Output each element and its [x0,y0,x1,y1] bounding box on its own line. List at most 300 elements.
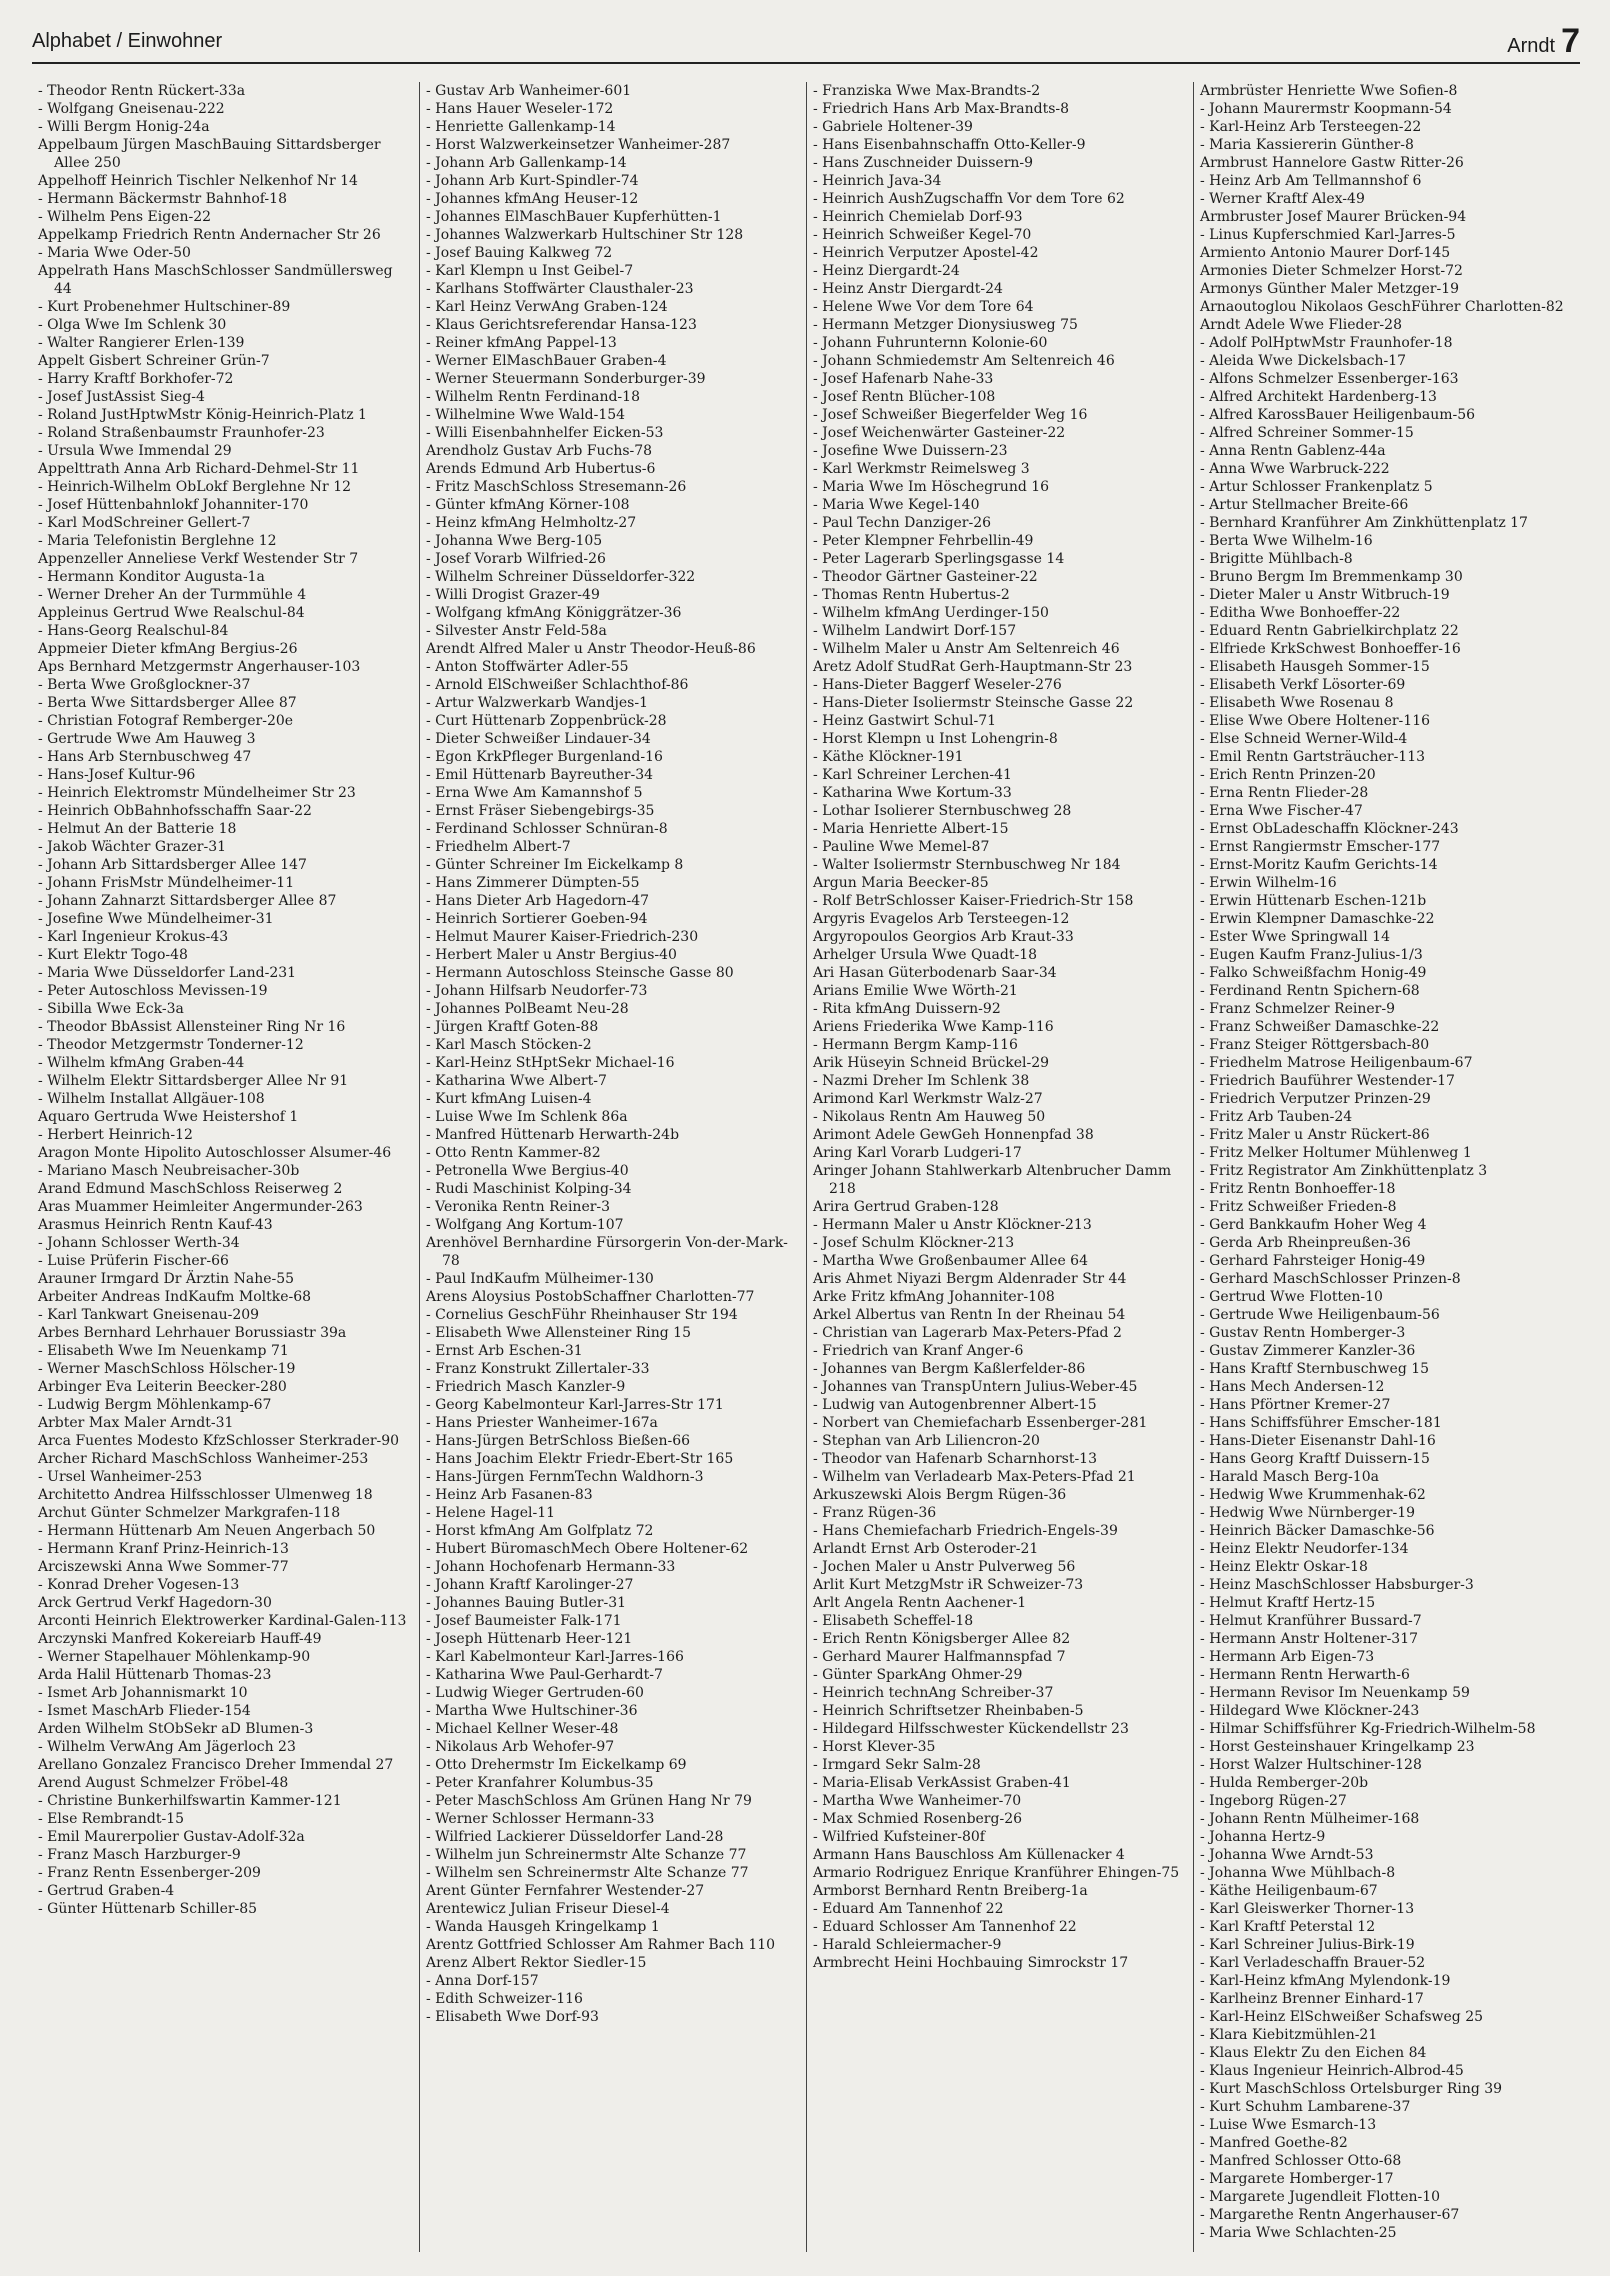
directory-entry: - Josef Hafenarb Nahe-33 [813,371,994,387]
directory-entry: - Heinrich Schweißer Kegel-70 [813,227,1032,243]
directory-entry: - Wilhelm jun Schreinermstr Alte Schanze 77 [426,1847,747,1863]
directory-entry: - Peter Kranfahrer Kolumbus-35 [426,1775,654,1791]
directory-entry: Arand Edmund MaschSchloss Reiserweg 2 [38,1181,343,1197]
directory-entry: - Käthe Heiligenbaum-67 [1200,1883,1378,1899]
directory-entry: - Fritz Registrator Am Zinkhüttenplatz 3 [1200,1163,1488,1179]
page-header [32,22,1580,66]
directory-entry: Appelkamp Friedrich Rentn Andernacher Str 26 [38,227,381,243]
directory-entry: Arkel Albertus van Rentn In der Rheinau 54 [813,1307,1126,1323]
directory-entry: Arlit Kurt MetzgMstr iR Schweizer-73 [813,1577,1084,1593]
directory-entry: - Gerd Bankkaufm Hoher Weg 4 [1200,1217,1427,1233]
directory-entry: - Johannes van Bergm Kaßlerfelder-86 [813,1361,1086,1377]
directory-entry: - Hans Joachim Elektr Friedr-Ebert-Str 165 [426,1451,734,1467]
directory-entry: - Hermann Bergm Kamp-116 [813,1037,1018,1053]
directory-entry: - Johanna Wwe Mühlbach-8 [1200,1865,1396,1881]
directory-entry: - Falko Schweißfachm Honig-49 [1200,965,1427,981]
directory-entry: - Christine Bunkerhilfswartin Kammer-121 [38,1793,342,1809]
directory-entry: Aring Karl Vorarb Ludgeri-17 [813,1145,1022,1161]
directory-entry: - Ernst Arb Eschen-31 [426,1343,583,1359]
directory-entry: - Hermann Bäckermstr Bahnhof-18 [38,191,287,207]
directory-entry: - Hans Schiffsführer Emscher-181 [1200,1415,1442,1431]
directory-entry: Armbruster Josef Maurer Brücken-94 [1200,209,1467,225]
directory-entry: - Horst Klever-35 [813,1739,936,1755]
directory-entry: - Ludwig Bergm Möhlenkamp-67 [38,1397,272,1413]
directory-entry: - Jochen Maler u Anstr Pulverweg 56 [813,1559,1076,1575]
directory-entry: Aras Muammer Heimleiter Angermunder-263 [38,1199,363,1215]
directory-entry: - Edith Schweizer-116 [426,1991,583,2007]
directory-entry: - Berta Wwe Sittardsberger Allee 87 [38,695,297,711]
directory-entry: - Christian Fotograf Remberger-20e [38,713,294,729]
directory-entry: - Heinz Arb Am Tellmannshof 6 [1200,173,1422,189]
directory-entry: - Hans Dieter Arb Hagedorn-47 [426,893,650,909]
directory-entry: - Wilhelm Rentn Ferdinand-18 [426,389,640,405]
directory-entry: - Irmgard Sekr Salm-28 [813,1757,981,1773]
directory-entry: - Hermann Konditor Augusta-1a [38,569,265,585]
directory-entry: - Johannes PolBeamt Neu-28 [426,1001,629,1017]
directory-entry: - Kurt kfmAng Luisen-4 [426,1091,592,1107]
directory-entry: - Heinrich AushZugschaffn Vor dem Tore 62 [813,191,1125,207]
directory-entry: - Franz Rentn Essenberger-209 [38,1865,261,1881]
directory-entry: Arke Fritz kfmAng Johanniter-108 [813,1289,1055,1305]
directory-entry: - Heinz Anstr Diergardt-24 [813,281,1003,297]
directory-entry: - Maria-Elisab VerkAssist Graben-41 [813,1775,1071,1791]
directory-entry: - Helmut Kraftf Hertz-15 [1200,1595,1376,1611]
directory-entry: - Wilhelm van Verladearb Max-Peters-Pfad 21 [813,1469,1136,1485]
directory-entry: Arends Edmund Arb Hubertus-6 [426,461,656,477]
directory-entry: - Katharina Wwe Paul-Gerhardt-7 [426,1667,663,1683]
directory-entry: - Eduard Rentn Gabrielkirchplatz 22 [1200,623,1459,639]
directory-entry: Aretz Adolf StudRat Gerh-Hauptmann-Str 23 [813,659,1133,675]
directory-entry: - Margarete Homberger-17 [1200,2171,1394,2187]
directory-entry: - Gertrud Graben-4 [38,1883,175,1899]
directory-entry: - Luise Wwe Esmarch-13 [1200,2117,1377,2133]
directory-entry: Archer Richard MaschSchloss Wanheimer-253 [38,1451,369,1467]
directory-entry: - Petronella Wwe Bergius-40 [426,1163,629,1179]
directory-entry: - Wolfgang kfmAng Königgrätzer-36 [426,605,682,621]
directory-entry: - Wilhelm Maler u Anstr Am Seltenreich 46 [813,641,1120,657]
directory-entry: - Berta Wwe Großglockner-37 [38,677,251,693]
directory-entry: - Hilmar Schiffsführer Kg-Friedrich-Wilhelm-58 [1200,1721,1536,1737]
directory-entry: - Karlhans Stoffwärter Clausthaler-23 [426,281,694,297]
directory-entry: - Kurt Schuhm Lambarene-37 [1200,2099,1411,2115]
directory-entry: - Ismet Arb Johannismarkt 10 [38,1685,248,1701]
directory-entry: - Ernst Rangiermstr Emscher-177 [1200,839,1441,855]
directory-entry: - Klaus Gerichtsreferendar Hansa-123 [426,317,697,333]
directory-entry: - Harry Kraftf Borkhofer-72 [38,371,234,387]
directory-entry: - Hans-Dieter Eisenanstr Dahl-16 [1200,1433,1436,1449]
directory-entry: - Wilhelmine Wwe Wald-154 [426,407,626,423]
directory-entry: - Bruno Bergm Im Bremmenkamp 30 [1200,569,1463,585]
directory-entry: - Erwin Klempner Damaschke-22 [1200,911,1435,927]
directory-entry: - Rudi Maschinist Kolping-34 [426,1181,632,1197]
directory-entry: - Elisabeth Wwe Dorf-93 [426,2009,599,2025]
directory-entry: - Margarethe Rentn Angerhauser-67 [1200,2207,1460,2223]
directory-entry: - Günter kfmAng Körner-108 [426,497,630,513]
directory-entry: Appleinus Gertrud Wwe Realschul-84 [38,605,305,621]
directory-entry: - Hans-Georg Realschul-84 [38,623,229,639]
directory-entry: - Heinrich Verputzer Apostel-42 [813,245,1039,261]
directory-entry: - Wilhelm Pens Eigen-22 [38,209,212,225]
directory-entry: - Else Schneid Werner-Wild-4 [1200,731,1408,747]
directory-entry: Arimont Adele GewGeh Honnenpfad 38 [813,1127,1094,1143]
directory-entry: Arentz Gottfried Schlosser Am Rahmer Bach 110 [426,1937,776,1953]
directory-entry: - Walter Isoliermstr Sternbuschweg Nr 184 [813,857,1121,873]
directory-entry: - Heinz Arb Fasanen-83 [426,1487,593,1503]
directory-entry: - Heinz Elektr Oskar-18 [1200,1559,1368,1575]
directory-entry: - Karl Klempn u Inst Geibel-7 [426,263,634,279]
directory-entry: - Wolfgang Gneisenau-222 [38,101,225,117]
directory-entry: - Karlheinz Brenner Einhard-17 [1200,1991,1424,2007]
directory-entry: - Käthe Klöckner-191 [813,749,964,765]
directory-entry: - Hans Priester Wanheimer-167a [426,1415,658,1431]
directory-entry: - Karl Werkmstr Reimelsweg 3 [813,461,1030,477]
directory-entry: Arca Fuentes Modesto KfzSchlosser Sterkrader-90 [38,1433,400,1449]
directory-entry: - Fritz Rentn Bonhoeffer-18 [1200,1181,1396,1197]
directory-entry: - Gerhard Maurer Halfmannspfad 7 [813,1649,1066,1665]
directory-entry: - Emil Maurerpolier Gustav-Adolf-32a [38,1829,305,1845]
directory-entry: - Fritz Melker Holtumer Mühlenweg 1 [1200,1145,1472,1161]
directory-entry: - Jürgen Kraftf Goten-88 [426,1019,599,1035]
directory-entry: - Karl Masch Stöcken-2 [426,1037,592,1053]
directory-entry: - Veronika Rentn Reiner-3 [426,1199,611,1215]
directory-entry: - Werner Kraftf Alex-49 [1200,191,1365,207]
directory-entry: Argun Maria Beecker-85 [813,875,989,891]
directory-entry: - Heinrich-Wilhelm ObLokf Berglehne Nr 12 [38,479,352,495]
directory-entry: - Karl Kraftf Peterstal 12 [1200,1919,1376,1935]
directory-entry: - Johann Arb Sittardsberger Allee 147 [38,857,307,873]
directory-entry: Armiento Antonio Maurer Dorf-145 [1200,245,1451,261]
directory-entry: - Eduard Schlosser Am Tannenhof 22 [813,1919,1077,1935]
directory-entry: - Franz Schmelzer Reiner-9 [1200,1001,1396,1017]
directory-entry: - Hermann Maler u Anstr Klöckner-213 [813,1217,1092,1233]
directory-entry: - Johann Fuhrunternn Kolonie-60 [813,335,1048,351]
directory-entry: Arczynski Manfred Kokereiarb Hauff-49 [38,1631,322,1647]
directory-entry: - Fritz MaschSchloss Stresemann-26 [426,479,687,495]
directory-entry: - Else Rembrandt-15 [38,1811,185,1827]
directory-entry: - Martha Wwe Wanheimer-70 [813,1793,1022,1809]
column-3 [806,82,1193,2252]
directory-entry: - Theodor BbAssist Allensteiner Ring Nr 16 [38,1019,346,1035]
directory-entry: Ariens Friederika Wwe Kamp-116 [813,1019,1054,1035]
directory-entry: - Günter Schreiner Im Eickelkamp 8 [426,857,684,873]
directory-entry: Appelt Gisbert Schreiner Grün-7 [38,353,270,369]
directory-entry: Arik Hüseyin Schneid Brückel-29 [813,1055,1050,1071]
directory-entry: - Elisabeth Verkf Lösorter-69 [1200,677,1406,693]
running-head [1507,22,1580,61]
directory-entry: Arhelger Ursula Wwe Quadt-18 [813,947,1038,963]
directory-entry: - Johannes Walzwerkarb Hultschiner Str 128 [426,227,744,243]
directory-entry: - Johann Hochofenarb Hermann-33 [426,1559,676,1575]
directory-entry: - Günter SparkAng Ohmer-29 [813,1667,1023,1683]
directory-entry: - Horst kfmAng Am Golfplatz 72 [426,1523,654,1539]
directory-entry: - Horst Walzwerkeinsetzer Wanheimer-287 [426,137,731,153]
directory-entry: - Johannes kfmAng Heuser-12 [426,191,639,207]
directory-entry: Arck Gertrud Verkf Hagedorn-30 [38,1595,272,1611]
directory-entry: - Joseph Hüttenarb Heer-121 [426,1631,633,1647]
directory-entry: - Helene Hagel-11 [426,1505,556,1521]
directory-entry: - Wilhelm Schreiner Düsseldorfer-322 [426,569,696,585]
directory-entry: - Anna Dorf-157 [426,1973,539,1989]
directory-entry: - Konrad Dreher Vogesen-13 [38,1577,240,1593]
directory-entry: - Bernhard Kranführer Am Zinkhüttenplatz 17 [1200,515,1528,531]
directory-entry: - Herbert Heinrich-12 [38,1127,193,1143]
directory-entry: - Maria Kassiererin Günther-8 [1200,137,1414,153]
directory-entry: - Karl Heinz VerwAng Graben-124 [426,299,668,315]
directory-entry: - Christian van Lagerarb Max-Peters-Pfad 2 [813,1325,1122,1341]
directory-entry: - Gerda Arb Rheinpreußen-36 [1200,1235,1411,1251]
directory-entry: - Harald Schleiermacher-9 [813,1937,1002,1953]
directory-entry: - Egon KrkPfleger Burgenland-16 [426,749,663,765]
directory-entry: Arens Aloysius PostobSchaffner Charlotten-77 [426,1289,755,1305]
directory-entry: - Gertrude Wwe Heiligenbaum-56 [1200,1307,1440,1323]
directory-entry: - Franz Steiger Röttgersbach-80 [1200,1037,1430,1053]
directory-entry: - Heinrich Java-34 [813,173,942,189]
directory-entry: - Erwin Wilhelm-16 [1200,875,1337,891]
directory-entry: - Gerhard MaschSchlosser Prinzen-8 [1200,1271,1461,1287]
directory-entry: - Kurt Elektr Togo-48 [38,947,188,963]
directory-entry: - Johanna Wwe Arndt-53 [1200,1847,1374,1863]
directory-entry: - Helmut An der Batterie 18 [38,821,237,837]
directory-entry: Appelbaum Jürgen MaschBauing Sittardsberger Allee 250 [38,137,381,171]
directory-entry: - Dieter Maler u Anstr Witbruch-19 [1200,587,1450,603]
directory-entry: - Editha Wwe Bonhoeffer-22 [1200,605,1401,621]
directory-entry: - Ursula Wwe Immendal 29 [38,443,232,459]
directory-entry: - Manfred Goethe-82 [1200,2135,1348,2151]
directory-entry: Arellano Gonzalez Francisco Dreher Immendal 27 [38,1757,394,1773]
directory-entry: - Hildegard Hilfsschwester Kückendellstr 23 [813,1721,1129,1737]
directory-entry: - Wilfried Lackierer Düsseldorfer Land-28 [426,1829,724,1845]
directory-entry: Arend August Schmelzer Fröbel-48 [38,1775,289,1791]
directory-entry: - Emil Hüttenarb Bayreuther-34 [426,767,654,783]
directory-entry: - Wilfried Kufsteiner-80f [813,1829,985,1845]
directory-entry: - Elisabeth Wwe Allensteiner Ring 15 [426,1325,691,1341]
directory-entry: - Elfriede KrkSchwest Bonhoeffer-16 [1200,641,1461,657]
directory-entry: - Erna Rentn Flieder-28 [1200,785,1369,801]
directory-entry: Arndt Adele Wwe Flieder-28 [1200,317,1402,333]
directory-entry: - Gustav Arb Wanheimer-601 [426,83,632,99]
directory-entry: - Hans Arb Sternbuschweg 47 [38,749,252,765]
directory-entry: - Karl-Heinz StHptSekr Michael-16 [426,1055,675,1071]
directory-entry: - Arnold ElSchweißer Schlachthof-86 [426,677,689,693]
directory-entry: - Maria Henriette Albert-15 [813,821,1009,837]
directory-entry: - Paul IndKaufm Mülheimer-130 [426,1271,654,1287]
directory-entry: Arbes Bernhard Lehrhauer Borussiastr 39a [38,1325,347,1341]
directory-entry: - Willi Eisenbahnhelfer Eicken-53 [426,425,664,441]
directory-entry: Arlt Angela Rentn Aachener-1 [813,1595,1027,1611]
directory-entry: - Helmut Maurer Kaiser-Friedrich-230 [426,929,699,945]
section-title: Alphabet / Einwohner [32,30,223,52]
directory-entry: - Hedwig Wwe Krummenhak-62 [1200,1487,1426,1503]
directory-entry: - Anna Rentn Gablenz-44a [1200,443,1386,459]
directory-entry: - Hermann Arb Eigen-73 [1200,1649,1375,1665]
directory-entry: - Martha Wwe Großenbaumer Allee 64 [813,1253,1088,1269]
directory-entry: - Erich Rentn Prinzen-20 [1200,767,1376,783]
header-rule [32,62,1580,64]
running-head-name: Arndt [1507,35,1556,57]
directory-entry: - Johann Arb Gallenkamp-14 [426,155,627,171]
directory-entry: Arimond Karl Werkmstr Walz-27 [813,1091,1043,1107]
directory-entry: - Michael Kellner Weser-48 [426,1721,619,1737]
directory-entry: - Ernst ObLadeschaffn Klöckner-243 [1200,821,1459,837]
directory-entry: - Elisabeth Hausgeh Sommer-15 [1200,659,1430,675]
directory-entry: Arasmus Heinrich Rentn Kauf-43 [38,1217,273,1233]
directory-entry: - Jakob Wächter Grazer-31 [38,839,227,855]
directory-entry: - Willi Drogist Grazer-49 [426,587,600,603]
directory-entry: - Johann Kraftf Karolinger-27 [426,1577,634,1593]
directory-entry: Arda Halil Hüttenarb Thomas-23 [38,1667,272,1683]
directory-entry: - Heinz Diergardt-24 [813,263,960,279]
directory-entry: - Friedrich Bauführer Westender-17 [1200,1073,1455,1089]
directory-entry: - Hermann Revisor Im Neuenkamp 59 [1200,1685,1470,1701]
directory-entry: - Anton Stoffwärter Adler-55 [426,659,629,675]
directory-entry: - Friedhelm Albert-7 [426,839,571,855]
directory-entry: - Karl Tankwart Gneisenau-209 [38,1307,260,1323]
directory-entry: Arira Gertrud Graben-128 [813,1199,999,1215]
directory-entry: - Josef Vorarb Wilfried-26 [426,551,606,567]
directory-entry: - Karl Kabelmonteur Karl-Jarres-166 [426,1649,684,1665]
directory-entry: Aquaro Gertruda Wwe Heistershof 1 [38,1109,299,1125]
directory-entry: - Luise Prüferin Fischer-66 [38,1253,229,1269]
directory-entry: - Josef Bauing Kalkweg 72 [426,245,613,261]
directory-entry: - Gustav Zimmerer Kanzler-36 [1200,1343,1416,1359]
directory-entry: - Werner ElMaschBauer Graben-4 [426,353,667,369]
directory-entry: - Wanda Hausgeh Kringelkamp 1 [426,1919,660,1935]
directory-entry: Appelrath Hans MaschSchlosser Sandmüllersweg 44 [38,263,393,297]
directory-entry: - Rolf BetrSchlosser Kaiser-Friedrich-Str 158 [813,893,1134,909]
directory-entry: Arauner Irmgard Dr Ärztin Nahe-55 [38,1271,295,1287]
directory-entry: - Johannes ElMaschBauer Kupferhütten-1 [426,209,722,225]
directory-entry: Arians Emilie Wwe Wörth-21 [813,983,1018,999]
directory-entry: - Hans-Jürgen BetrSchloss Bießen-66 [426,1433,691,1449]
directory-entry: Arden Wilhelm StObSekr aD Blumen-3 [38,1721,314,1737]
directory-entry: - Maria Wwe Düsseldorfer Land-231 [38,965,297,981]
directory-entry: - Horst Gesteinshauer Kringelkamp 23 [1200,1739,1475,1755]
directory-entry: - Peter Klempner Fehrbellin-49 [813,533,1034,549]
directory-entry: - Johann Hilfsarb Neudorfer-73 [426,983,648,999]
directory-entry: - Sibilla Wwe Eck-3a [38,1001,184,1017]
directory-entry: - Ernst-Moritz Kaufm Gerichts-14 [1200,857,1438,873]
directory-entry: - Ursel Wanheimer-253 [38,1469,203,1485]
directory-entry: - Karl ModSchreiner Gellert-7 [38,515,251,531]
directory-entry: - Elisabeth Wwe Im Neuenkamp 71 [38,1343,289,1359]
directory-entry: Archut Günter Schmelzer Markgrafen-118 [38,1505,341,1521]
directory-entry: - Maria Telefonistin Berglehne 12 [38,533,277,549]
directory-entry: - Heinz kfmAng Helmholtz-27 [426,515,637,531]
directory-entry: - Günter Hüttenarb Schiller-85 [38,1901,258,1917]
directory-entry: - Alfred KarossBauer Heiligenbaum-56 [1200,407,1476,423]
directory-entry: - Josef Hüttenbahnlokf Johanniter-170 [38,497,309,513]
directory-entry: - Ester Wwe Springwall 14 [1200,929,1390,945]
directory-entry: Armario Rodriguez Enrique Kranführer Ehingen-75 [813,1865,1180,1881]
directory-entry: - Heinrich Bäcker Damaschke-56 [1200,1523,1435,1539]
directory-entry: - Kurt MaschSchloss Ortelsburger Ring 39 [1200,2081,1503,2097]
directory-entry: Arentewicz Julian Friseur Diesel-4 [426,1901,670,1917]
directory-entry: - Hermann Autoschloss Steinsche Gasse 80 [426,965,734,981]
directory-entry: - Herbert Maler u Anstr Bergius-40 [426,947,677,963]
directory-entry: Arnaoutoglou Nikolaos GeschFührer Charlotten-82 [1200,299,1564,315]
directory-entry: Arendholz Gustav Arb Fuchs-78 [426,443,653,459]
directory-entry: - Fritz Schweißer Frieden-8 [1200,1199,1397,1215]
directory-entry: - Johanna Hertz-9 [1200,1829,1326,1845]
directory-entry: - Hans Zuschneider Duissern-9 [813,155,1034,171]
directory-entry: Aps Bernhard Metzgermstr Angerhauser-103 [38,659,361,675]
directory-entry: - Maria Wwe Oder-50 [38,245,191,261]
directory-entry: - Eugen Kaufm Franz-Julius-1/3 [1200,947,1423,963]
directory-entry: - Hermann Rentn Herwarth-6 [1200,1667,1410,1683]
directory-entry: Arendt Alfred Maler u Anstr Theodor-Heuß-86 [426,641,756,657]
directory-entry: - Hermann Kranf Prinz-Heinrich-13 [38,1541,289,1557]
directory-entry: - Johann FrisMstr Mündelheimer-11 [38,875,295,891]
directory-entry: - Johann Zahnarzt Sittardsberger Allee 87 [38,893,337,909]
directory-entry: Arbter Max Maler Arndt-31 [38,1415,234,1431]
directory-entry: - Brigitte Mühlbach-8 [1200,551,1353,567]
directory-entry: - Manfred Hüttenarb Herwarth-24b [426,1127,680,1143]
directory-entry: - Olga Wwe Im Schlenk 30 [38,317,227,333]
directory-entry: - Linus Kupferschmied Karl-Jarres-5 [1200,227,1456,243]
directory-entry: - Hans Eisenbahnschaffn Otto-Keller-9 [813,137,1086,153]
directory-entry: - Wilhelm kfmAng Graben-44 [38,1055,245,1071]
directory-entry: - Johann Schmiedemstr Am Seltenreich 46 [813,353,1115,369]
directory-entry: Arenz Albert Rektor Siedler-15 [426,1955,647,1971]
directory-entry: - Heinrich technAng Schreiber-37 [813,1685,1054,1701]
directory-entry: - Werner MaschSchloss Hölscher-19 [38,1361,296,1377]
directory-entry: Aris Ahmet Niyazi Bergm Aldenrader Str 44 [813,1271,1127,1287]
directory-entry: - Reiner kfmAng Pappel-13 [426,335,617,351]
directory-entry: Arent Günter Fernfahrer Westender-27 [426,1883,705,1899]
directory-entry: - Erna Wwe Am Kamannshof 5 [426,785,643,801]
directory-entry: Appelhoff Heinrich Tischler Nelkenhof Nr 14 [38,173,358,189]
directory-entry: - Wilhelm Landwirt Dorf-157 [813,623,1017,639]
directory-entry: - Franz Konstrukt Zillertaler-33 [426,1361,650,1377]
directory-entry: Armbrust Hannelore Gastw Ritter-26 [1200,155,1464,171]
directory-entry: - Nazmi Dreher Im Schlenk 38 [813,1073,1030,1089]
directory-entry: - Johannes van TranspUntern Julius-Weber-45 [813,1379,1138,1395]
directory-entry: - Emil Rentn Gartsträucher-113 [1200,749,1426,765]
directory-entry: - Josef Baumeister Falk-171 [426,1613,622,1629]
directory-entry: Aringer Johann Stahlwerkarb Altenbrucher Damm 218 [813,1163,1172,1197]
directory-entry: - Alfons Schmelzer Essenberger-163 [1200,371,1459,387]
directory-entry: - Werner Dreher An der Turmmühle 4 [38,587,307,603]
directory-entry: - Johann Schlosser Werth-34 [38,1235,240,1251]
column-2 [419,82,806,2252]
directory-entry: Armbrecht Heini Hochbauing Simrockstr 17 [813,1955,1129,1971]
directory-entry: - Hans Pförtner Kremer-27 [1200,1397,1391,1413]
directory-entry: - Manfred Schlosser Otto-68 [1200,2153,1402,2169]
directory-entry: Aragon Monte Hipolito Autoschlosser Alsumer-46 [38,1145,392,1161]
directory-entry: - Helene Wwe Vor dem Tore 64 [813,299,1034,315]
directory-entry: - Dieter Schweißer Lindauer-34 [426,731,651,747]
directory-entry: - Artur Schlosser Frankenplatz 5 [1200,479,1433,495]
directory-entry: - Werner Steuermann Sonderburger-39 [426,371,706,387]
directory-entry: - Maria Wwe Schlachten-25 [1200,2225,1397,2241]
directory-entry: - Josefine Wwe Duissern-23 [813,443,1008,459]
directory-columns [32,82,1580,2252]
directory-entry: - Hildegard Wwe Klöckner-243 [1200,1703,1420,1719]
directory-entry: - Erich Rentn Königsberger Allee 82 [813,1631,1071,1647]
directory-entry: - Wilhelm Installat Allgäuer-108 [38,1091,265,1107]
directory-entry: - Gertrud Wwe Flotten-10 [1200,1289,1383,1305]
directory-entry: - Curt Hüttenarb Zoppenbrück-28 [426,713,667,729]
directory-entry: - Kurt Probenehmer Hultschiner-89 [38,299,291,315]
directory-entry: - Hans Chemiefacharb Friedrich-Engels-39 [813,1523,1118,1539]
directory-entry: - Hermann Anstr Holtener-317 [1200,1631,1419,1647]
directory-entry: Appmeier Dieter kfmAng Bergius-26 [38,641,298,657]
directory-entry: Armann Hans Bauschloss Am Küllenacker 4 [813,1847,1125,1863]
directory-entry: Arbeiter Andreas IndKaufm Moltke-68 [38,1289,312,1305]
directory-entry: - Ludwig van Autogenbrenner Albert-15 [813,1397,1097,1413]
directory-entry: - Hans Zimmerer Dümpten-55 [426,875,640,891]
directory-entry: - Hans Mech Andersen-12 [1200,1379,1385,1395]
